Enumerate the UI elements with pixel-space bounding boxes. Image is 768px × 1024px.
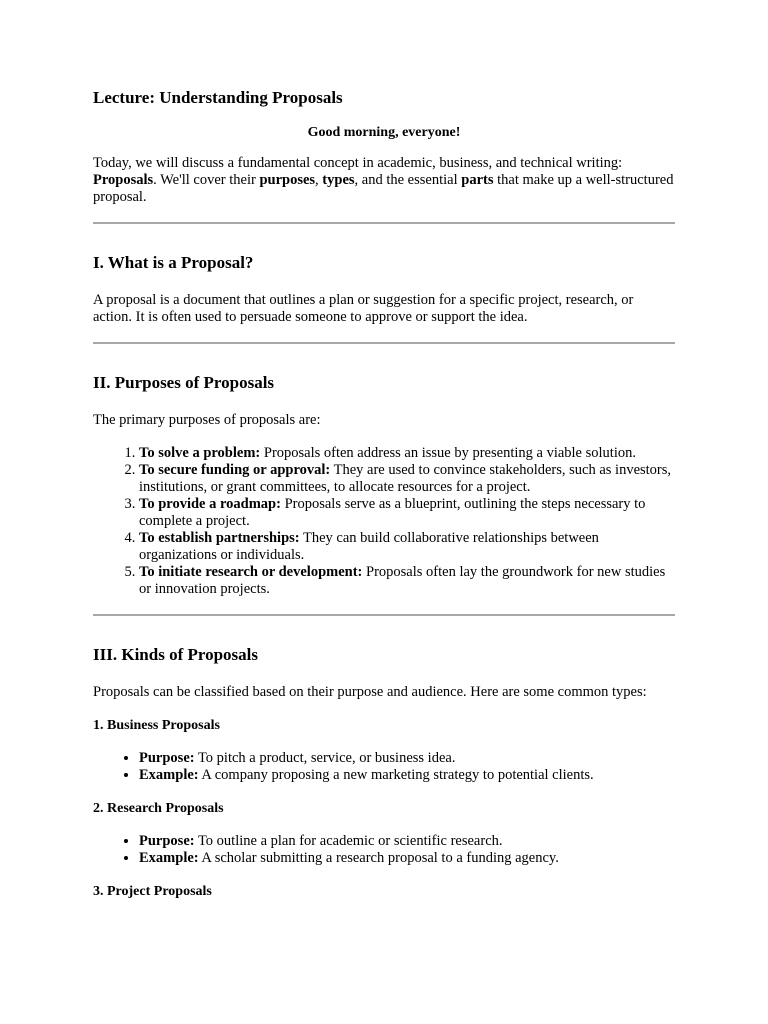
purpose-term: To initiate research or development: xyxy=(139,564,363,580)
purpose-text: Proposals often lay the groundwork for new studies or innovation projects. xyxy=(139,564,666,597)
list-item xyxy=(139,530,675,564)
intro-bold-purposes: purposes xyxy=(259,172,316,188)
purpose-text: Proposals serve as a blueprint, outlining the steps necessary to complete a project. xyxy=(139,496,646,529)
purposes-list xyxy=(93,445,675,598)
list-item xyxy=(139,462,675,496)
purpose-text: Proposals often address an issue by presenting a viable solution. xyxy=(260,445,636,461)
purposes-intro: The primary purposes of proposals are: xyxy=(93,412,321,428)
kind-heading-research: 2. Research Proposals xyxy=(93,801,224,816)
purpose-text: They can build collaborative relationships between organizations or individuals. xyxy=(139,530,599,563)
purpose-label: Purpose: xyxy=(139,750,195,766)
kinds-intro: Proposals can be classified based on their purpose and audience. Here are some common types: xyxy=(93,684,647,700)
purpose-value: To pitch a product, service, or business idea. xyxy=(194,750,456,766)
section-heading-purposes: II. Purposes of Proposals xyxy=(93,373,275,392)
research-list xyxy=(93,833,675,867)
list-item xyxy=(139,850,675,867)
example-label: Example: xyxy=(139,850,199,866)
kind-heading-project: 3. Project Proposals xyxy=(93,884,212,899)
business-list xyxy=(93,750,675,784)
intro-bold-parts: parts xyxy=(461,172,494,188)
intro-text-5: that make up a well-structured proposal. xyxy=(93,172,674,205)
purpose-value: To outline a plan for academic or scientific research. xyxy=(194,833,503,849)
purpose-term: To solve a problem: xyxy=(139,445,261,461)
intro-text-1: Today, we will discuss a fundamental concept in academic, business, and technical writing: xyxy=(93,155,623,171)
divider xyxy=(93,222,675,224)
greeting: Good morning, everyone! xyxy=(307,125,461,140)
divider xyxy=(93,342,675,344)
example-value: A scholar submitting a research proposal to a funding agency. xyxy=(198,850,559,866)
section-heading-what-is: I. What is a Proposal? xyxy=(93,253,254,272)
kind-heading-business: 1. Business Proposals xyxy=(93,718,220,733)
purpose-text: They are used to convince stakeholders, such as investors, institutions, or grant committees, to allocate resources for a project. xyxy=(139,462,672,495)
intro-bold-types: types xyxy=(322,172,355,188)
section-what-is-text: A proposal is a document that outlines a plan or suggestion for a specific project, research, or action. It is often used to persuade someone to approve or support the idea. xyxy=(93,292,634,325)
intro-text-2: . We'll cover their xyxy=(153,172,260,188)
list-item xyxy=(139,833,675,850)
example-value: A company proposing a new marketing strategy to potential clients. xyxy=(198,767,594,783)
purpose-term: To establish partnerships: xyxy=(139,530,300,546)
purpose-term: To provide a roadmap: xyxy=(139,496,281,512)
purpose-label: Purpose: xyxy=(139,833,195,849)
list-item xyxy=(139,445,675,462)
intro-text-3: , xyxy=(315,172,323,188)
section-heading-kinds: III. Kinds of Proposals xyxy=(93,645,259,664)
list-item xyxy=(139,750,675,767)
list-item xyxy=(139,767,675,784)
list-item xyxy=(139,496,675,530)
purpose-term: To secure funding or approval: xyxy=(139,462,331,478)
intro-text-4: , and the essential xyxy=(354,172,462,188)
document-title: Lecture: Understanding Proposals xyxy=(93,88,343,107)
example-label: Example: xyxy=(139,767,199,783)
intro-bold-proposals: Proposals xyxy=(93,172,154,188)
list-item xyxy=(139,564,675,598)
intro-paragraph xyxy=(93,155,675,206)
divider xyxy=(93,614,675,616)
